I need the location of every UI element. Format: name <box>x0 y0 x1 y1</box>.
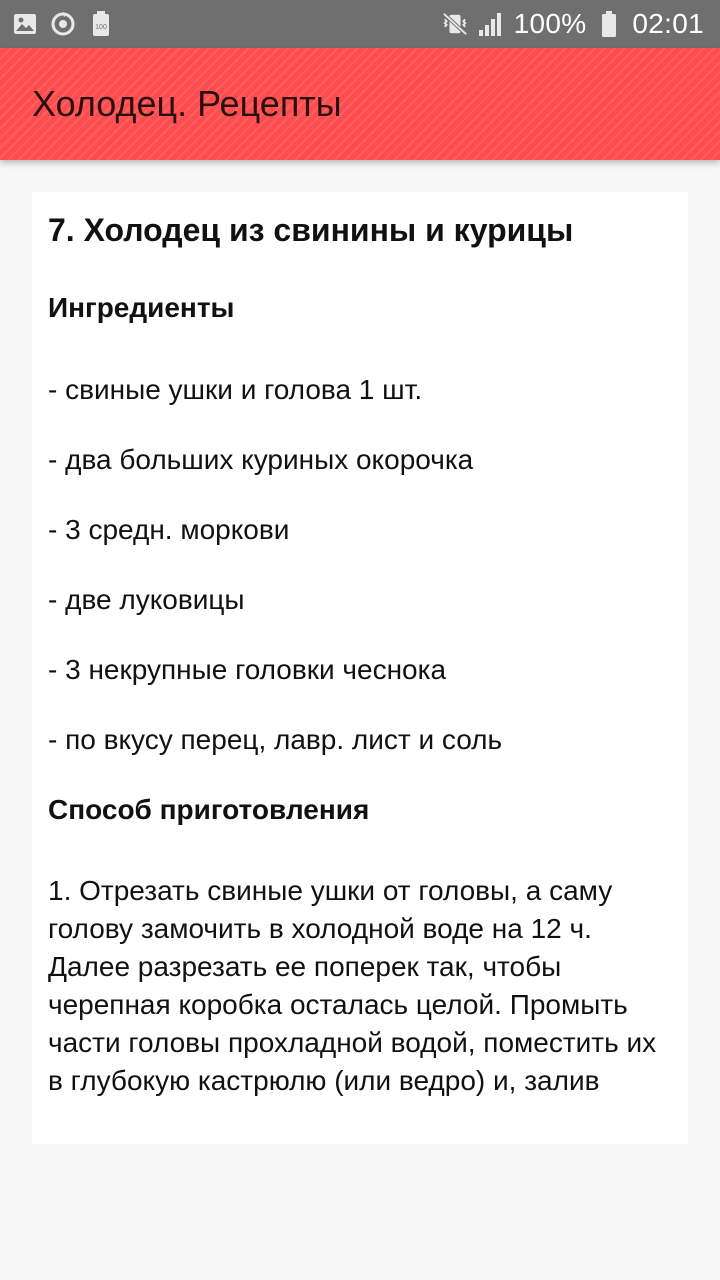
ingredient-item: - по вкусу перец, лавр. лист и соль <box>48 724 503 755</box>
sync-icon <box>50 11 76 37</box>
battery-saver-label: 100 <box>95 24 107 31</box>
app-title: Холодец. Рецепты <box>32 83 342 124</box>
ingredient-item: - две луковицы <box>48 584 245 615</box>
recipe-title: 7. Холодец из свинины и курицы <box>48 212 574 248</box>
ingredient-item: - 3 некрупные головки чеснока <box>48 654 447 685</box>
signal-icon <box>478 11 504 37</box>
app-bar <box>0 48 720 160</box>
method-heading: Способ приготовления <box>48 794 370 825</box>
ingredients-heading: Ингредиенты <box>48 292 235 323</box>
image-icon <box>12 11 38 37</box>
battery-percent: 100% <box>513 8 587 39</box>
battery-icon <box>596 11 622 37</box>
vibrate-mute-icon <box>442 11 468 37</box>
ingredient-item: - свиные ушки и голова 1 шт. <box>48 374 423 405</box>
clock: 02:01 <box>632 8 704 39</box>
recipe-card[interactable] <box>32 192 688 1144</box>
ingredient-item: - два больших куриных окорочка <box>48 444 474 475</box>
method-step: 1. Отрезать свиные ушки от головы, а саму голову замочить в холодной воде на 12 ч. Далее разрезать ее поперек так, чтобы черепная коробка осталась целой. Промыть части головы прохладной водой, поместить их в глубокую кастрюлю (или ведро) и, залив <box>48 875 657 1096</box>
ingredient-item: - 3 средн. моркови <box>48 514 290 545</box>
battery-saver-icon <box>88 11 114 37</box>
status-bar <box>0 0 720 48</box>
